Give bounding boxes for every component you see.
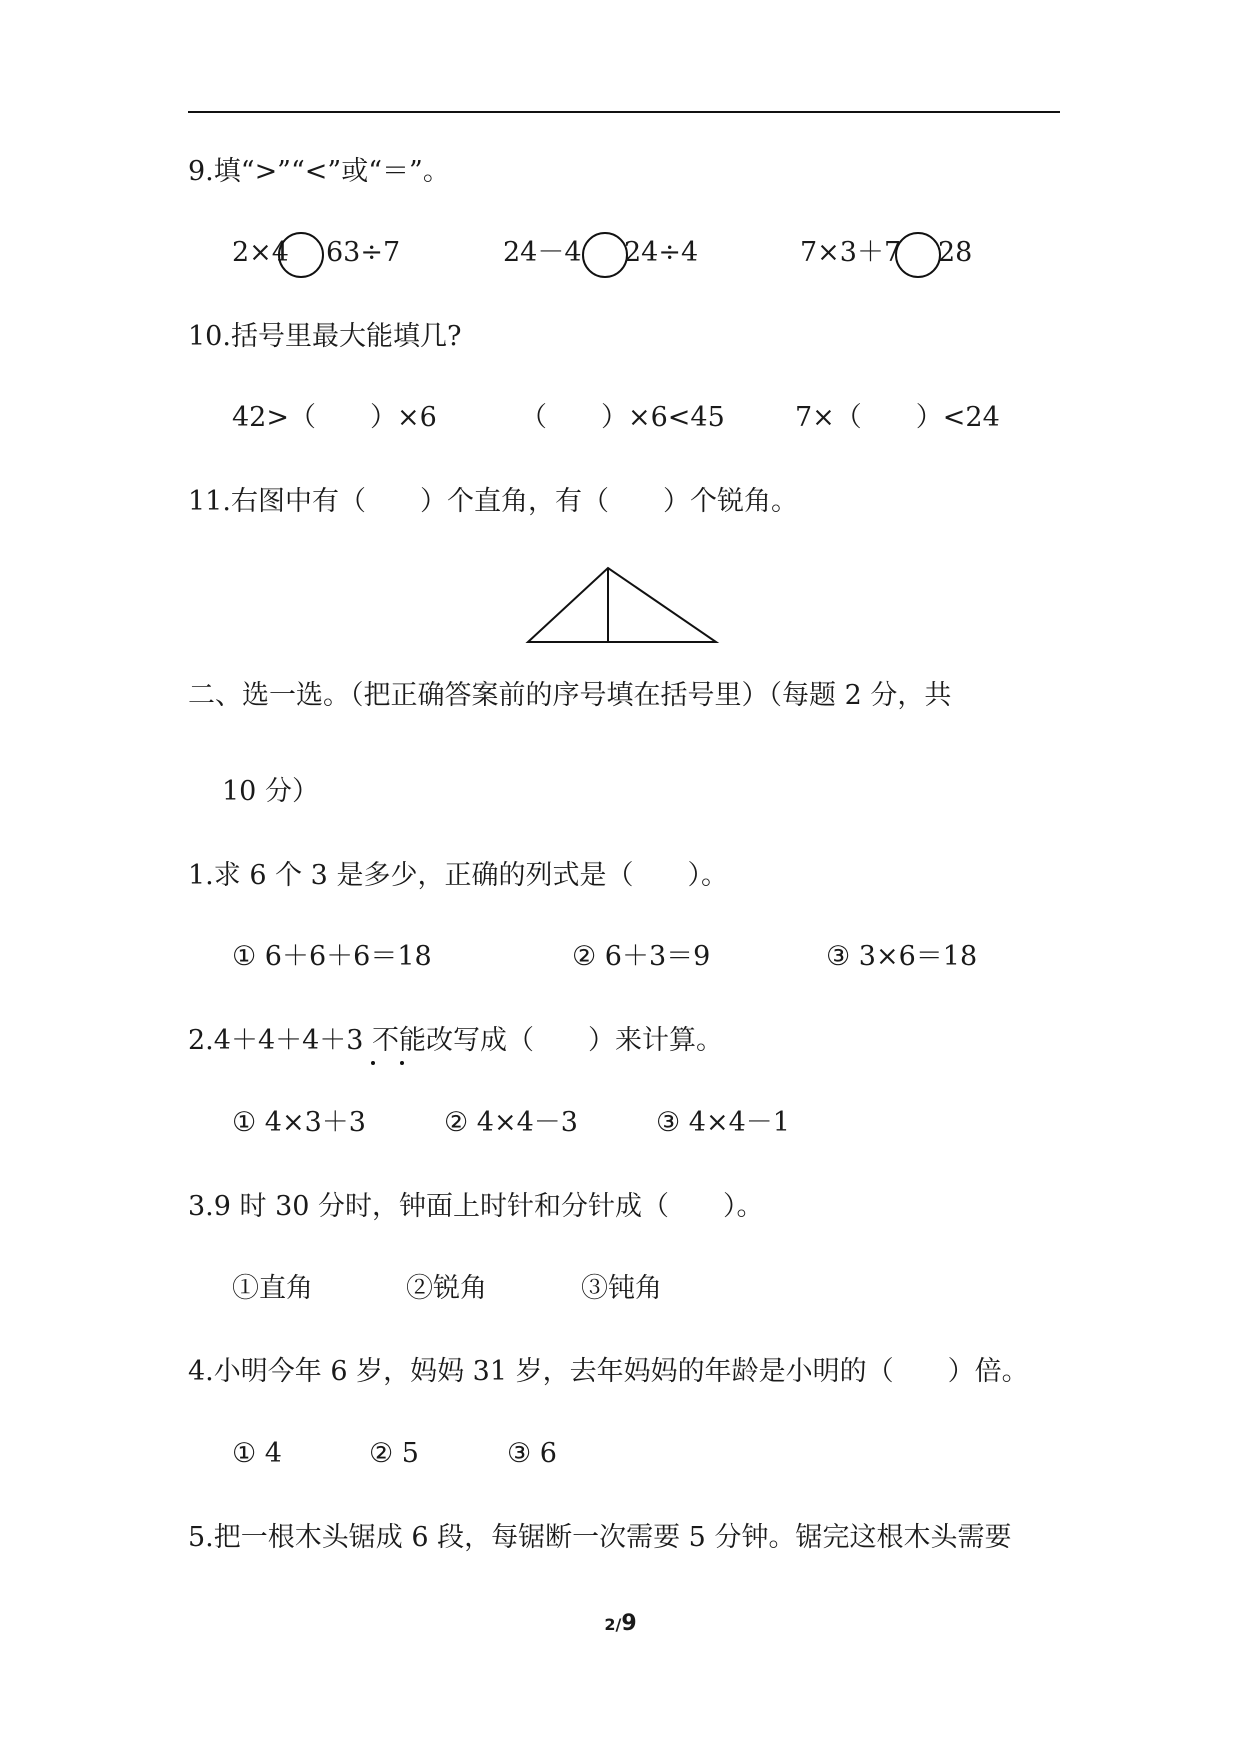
q9-item-3-left: 7×3＋7: [800, 237, 902, 268]
q9-item-1-left: 2×4: [232, 237, 289, 268]
s2-q4-option-2: ② 5: [369, 1438, 419, 1469]
s2-q3-option-2: ②锐角: [406, 1273, 487, 1304]
s2-q4-option-1: ① 4: [232, 1438, 282, 1469]
q10-title: 10.括号里最大能填几?: [188, 321, 462, 352]
page-total: 9: [621, 1611, 637, 1636]
page-number: [0, 1611, 1241, 1636]
s2-q5-title: 5.把一根木头锯成 6 段，每锯断一次需要 5 分钟。锯完这根木头需要: [188, 1522, 1012, 1553]
q9-answer-circle-2[interactable]: [582, 232, 628, 278]
q10-item-1: 42>（ ）×6: [232, 402, 437, 433]
triangle-figure: [520, 560, 720, 650]
q9-item-3-right: 28: [938, 237, 973, 268]
q9-item-2-right: 24÷4: [624, 237, 699, 268]
s2-q3-title: 3.9 时 30 分时，钟面上时针和分针成（ ）。: [188, 1191, 764, 1222]
page-current: 2: [604, 1615, 616, 1634]
q9-item-2-left: 24－4: [503, 237, 582, 268]
s2-q3-option-3: ③钝角: [581, 1273, 662, 1304]
s2-q3-option-1: ①直角: [232, 1273, 313, 1304]
s2-q4-title: 4.小明今年 6 岁，妈妈 31 岁，去年妈妈的年龄是小明的（ ）倍。: [188, 1356, 1029, 1387]
s2-q1-title: 1.求 6 个 3 是多少，正确的列式是（ ）。: [188, 860, 728, 891]
q9-answer-circle-1[interactable]: [278, 232, 324, 278]
s2-q4-option-3: ③ 6: [507, 1438, 557, 1469]
q9-answer-circle-3[interactable]: [895, 232, 941, 278]
s2-q1-option-2: ② 6＋3＝9: [572, 941, 711, 972]
q9-title: 9.填“>”“<”或“＝”。: [188, 156, 450, 187]
emphasis-dot: [371, 1061, 375, 1065]
q10-item-3: 7×（ ）<24: [795, 402, 1000, 433]
s2-q2-title: 2.4＋4＋4＋3 不能改写成（ ）来计算。: [188, 1025, 724, 1056]
q11-title: 11.右图中有（ ）个直角，有（ ）个锐角。: [188, 486, 798, 517]
page-separator: /: [615, 1615, 622, 1634]
header-rule: [188, 111, 1060, 113]
s2-q1-option-3: ③ 3×6＝18: [826, 941, 978, 972]
q10-item-2: （ ）×6<45: [520, 402, 725, 433]
section-2-heading-cont: 10 分）: [222, 776, 319, 807]
s2-q2-option-2: ② 4×4－3: [444, 1107, 578, 1138]
q9-item-1-right: 63÷7: [326, 237, 401, 268]
triangle-outline: [528, 568, 716, 642]
emphasis-dot: [400, 1061, 404, 1065]
s2-q2-option-3: ③ 4×4－1: [656, 1107, 790, 1138]
s2-q1-option-1: ① 6＋6＋6＝18: [232, 941, 432, 972]
s2-q2-option-1: ① 4×3＋3: [232, 1107, 366, 1138]
section-2-heading: 二、选一选。（把正确答案前的序号填在括号里）（每题 2 分，共: [188, 680, 952, 711]
